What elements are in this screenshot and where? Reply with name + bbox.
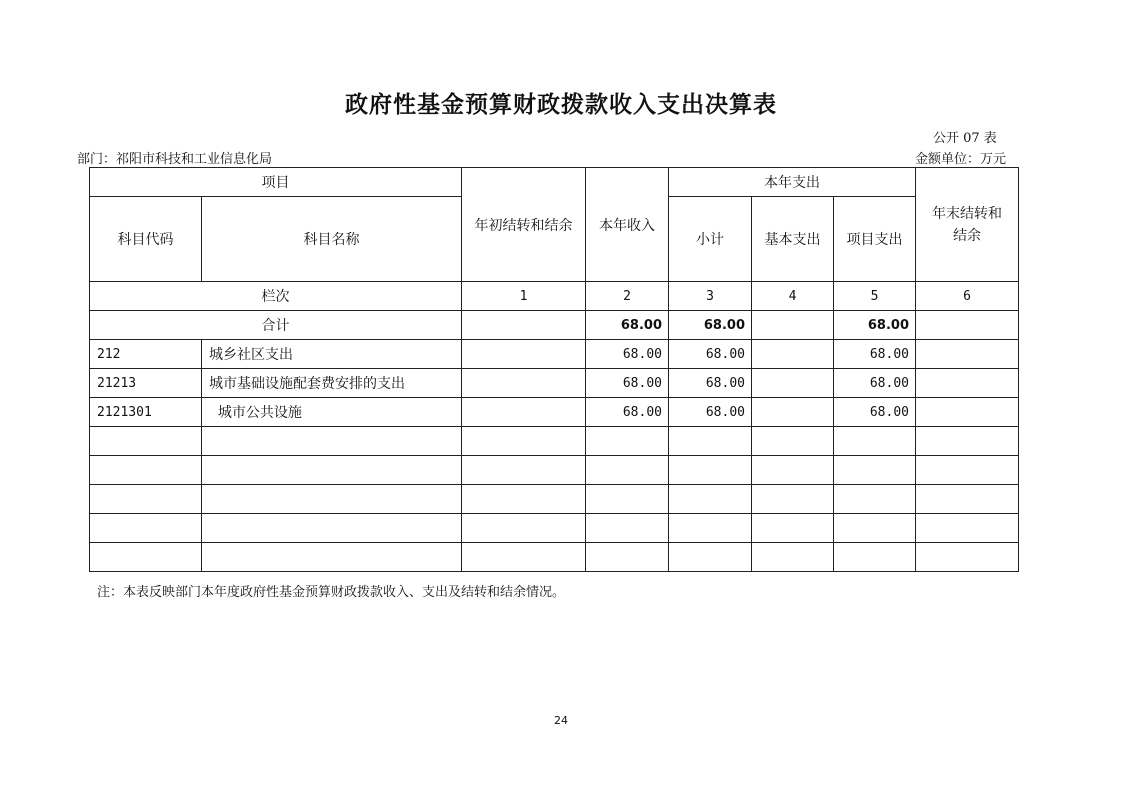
empty-row (90, 514, 1019, 543)
empty-cell (202, 427, 462, 456)
row-income: 68.00 (586, 398, 669, 427)
empty-cell (669, 427, 752, 456)
empty-cell (669, 485, 752, 514)
empty-cell (202, 456, 462, 485)
empty-cell (752, 543, 834, 572)
total-label: 合计 (90, 311, 462, 340)
empty-cell (752, 485, 834, 514)
empty-cell (669, 543, 752, 572)
empty-cell (202, 514, 462, 543)
empty-cell (462, 485, 586, 514)
row-begin-balance (462, 340, 586, 369)
empty-row (90, 543, 1019, 572)
empty-row (90, 485, 1019, 514)
empty-cell (916, 514, 1019, 543)
row-code: 2121301 (90, 398, 202, 427)
empty-cell (834, 456, 916, 485)
empty-cell (834, 543, 916, 572)
header-income: 本年收入 (586, 168, 669, 282)
column-index-1: 1 (462, 282, 586, 311)
empty-cell (90, 514, 202, 543)
total-end-balance (916, 311, 1019, 340)
total-begin-balance (462, 311, 586, 340)
empty-row (90, 427, 1019, 456)
header-name: 科目名称 (202, 197, 462, 282)
header-row-1 (90, 168, 1019, 197)
empty-cell (586, 485, 669, 514)
column-index-2: 2 (586, 282, 669, 311)
column-index-6: 6 (916, 282, 1019, 311)
table-note: 注：本表反映部门本年度政府性基金预算财政拨款收入、支出及结转和结余情况。 (97, 585, 566, 600)
row-code: 212 (90, 340, 202, 369)
form-number: 公开 07 表 (933, 131, 997, 146)
header-begin-balance: 年初结转和结余 (462, 168, 586, 282)
empty-cell (90, 427, 202, 456)
empty-cell (916, 456, 1019, 485)
row-basic (752, 340, 834, 369)
row-item: 68.00 (834, 369, 916, 398)
header-end-balance (916, 168, 1019, 282)
amount-unit-label: 金额单位：万元 (915, 152, 1007, 167)
empty-cell (669, 514, 752, 543)
column-index-label: 栏次 (90, 282, 462, 311)
total-row (90, 311, 1019, 340)
empty-cell (462, 514, 586, 543)
empty-cell (752, 514, 834, 543)
table-row (90, 398, 1019, 427)
header-project: 项目 (90, 168, 462, 197)
empty-cell (916, 427, 1019, 456)
empty-cell (462, 427, 586, 456)
column-index-4: 4 (752, 282, 834, 311)
row-item: 68.00 (834, 340, 916, 369)
empty-cell (586, 514, 669, 543)
empty-cell (752, 456, 834, 485)
row-basic (752, 398, 834, 427)
total-subtotal: 68.00 (669, 311, 752, 340)
row-begin-balance (462, 398, 586, 427)
row-subtotal: 68.00 (669, 398, 752, 427)
empty-cell (586, 456, 669, 485)
page-number: 24 (554, 714, 568, 727)
row-name: 城乡社区支出 (202, 340, 462, 369)
row-end-balance (916, 369, 1019, 398)
empty-cell (462, 456, 586, 485)
empty-cell (462, 543, 586, 572)
row-name: 城市公共设施 (202, 398, 462, 427)
empty-cell (90, 485, 202, 514)
row-item: 68.00 (834, 398, 916, 427)
header-end-balance-text: 年末结转和结余 (932, 205, 1002, 244)
total-income: 68.00 (586, 311, 669, 340)
row-name: 城市基础设施配套费安排的支出 (202, 369, 462, 398)
empty-cell (202, 543, 462, 572)
empty-row (90, 456, 1019, 485)
empty-cell (916, 485, 1019, 514)
row-income: 68.00 (586, 340, 669, 369)
row-income: 68.00 (586, 369, 669, 398)
total-basic (752, 311, 834, 340)
empty-cell (202, 485, 462, 514)
row-begin-balance (462, 369, 586, 398)
empty-cell (90, 543, 202, 572)
column-index-3: 3 (669, 282, 752, 311)
empty-cell (752, 427, 834, 456)
header-item: 项目支出 (834, 197, 916, 282)
empty-cell (586, 427, 669, 456)
header-expense: 本年支出 (669, 168, 916, 197)
empty-cell (90, 456, 202, 485)
column-index-5: 5 (834, 282, 916, 311)
row-subtotal: 68.00 (669, 369, 752, 398)
row-subtotal: 68.00 (669, 340, 752, 369)
header-subtotal: 小计 (669, 197, 752, 282)
table-row (90, 340, 1019, 369)
total-item: 68.00 (834, 311, 916, 340)
empty-cell (834, 485, 916, 514)
table-row (90, 369, 1019, 398)
empty-cell (916, 543, 1019, 572)
empty-cell (586, 543, 669, 572)
header-code: 科目代码 (90, 197, 202, 282)
empty-cell (834, 427, 916, 456)
column-index-row (90, 282, 1019, 311)
page-title: 政府性基金预算财政拨款收入支出决算表 (345, 91, 777, 118)
empty-cell (669, 456, 752, 485)
row-end-balance (916, 340, 1019, 369)
row-basic (752, 369, 834, 398)
row-code: 21213 (90, 369, 202, 398)
department-label: 部门：祁阳市科技和工业信息化局 (77, 152, 273, 167)
header-basic: 基本支出 (752, 197, 834, 282)
row-end-balance (916, 398, 1019, 427)
empty-cell (834, 514, 916, 543)
budget-table (89, 167, 1019, 572)
